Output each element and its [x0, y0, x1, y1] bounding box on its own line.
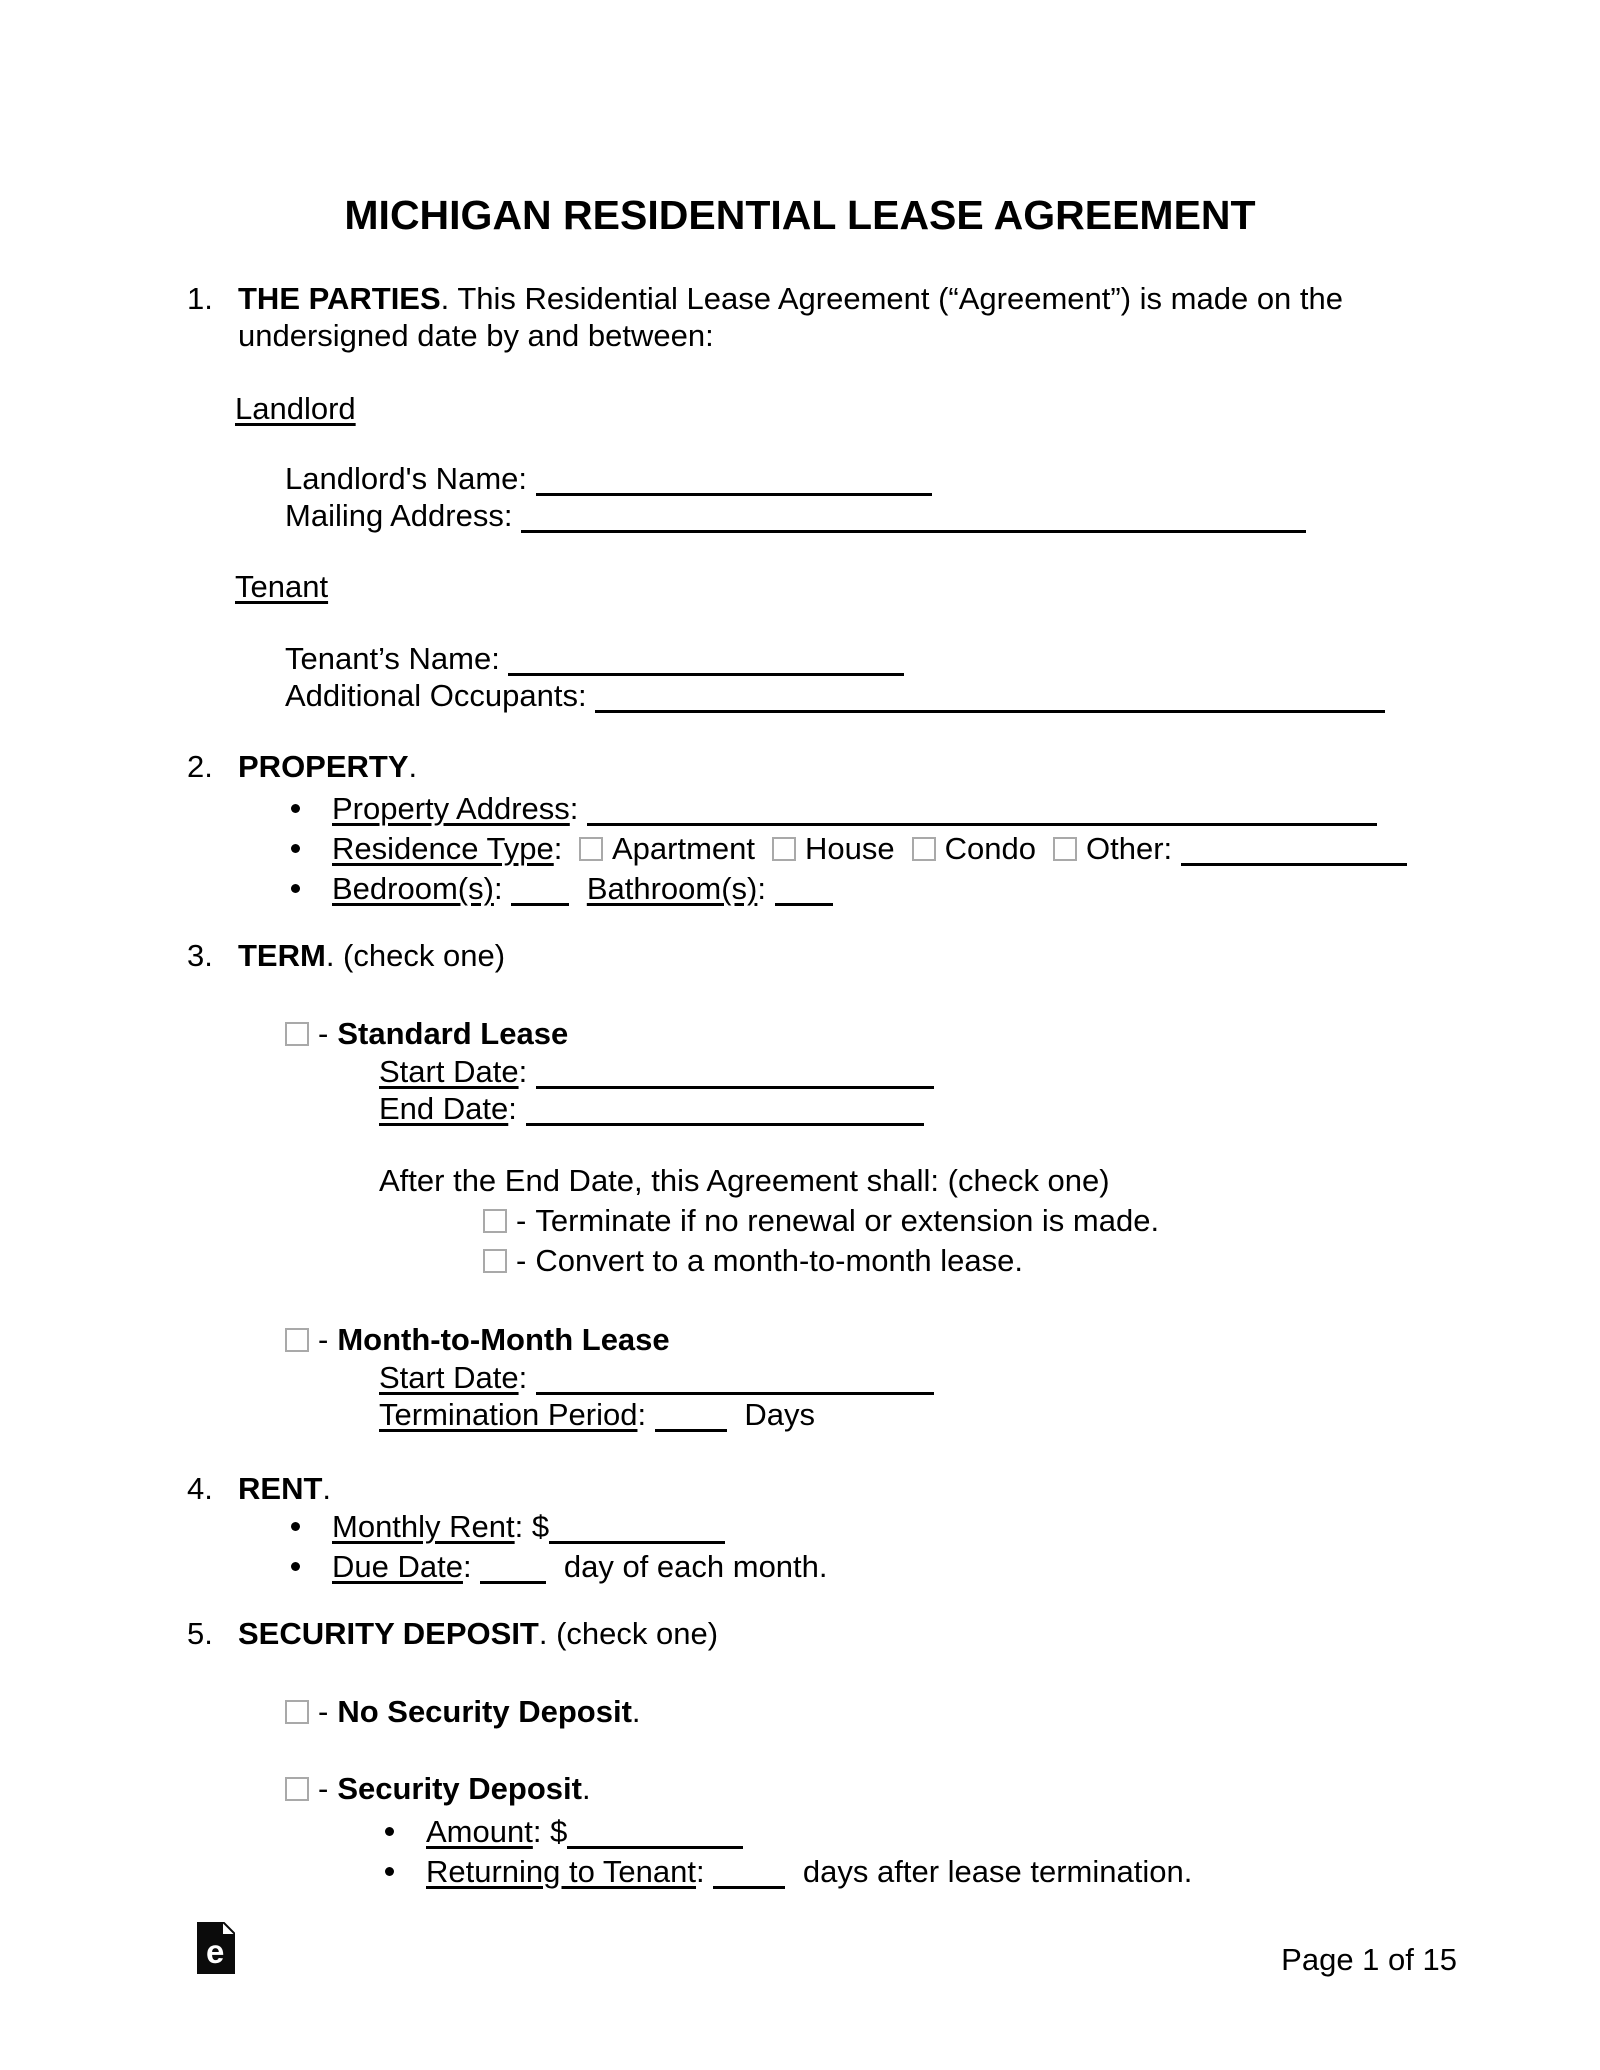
colon: : — [508, 1091, 517, 1126]
dash: - — [318, 1016, 329, 1051]
returning-to-tenant-label: Returning to Tenant — [426, 1854, 697, 1889]
dash: - — [318, 1322, 329, 1357]
colon: : — [569, 791, 579, 826]
termination-period-label: Termination Period — [379, 1397, 638, 1432]
no-security-deposit-label: No Security Deposit — [337, 1694, 632, 1729]
blank-landlord-name[interactable] — [536, 464, 932, 496]
checkbox-no-security-deposit[interactable] — [285, 1700, 309, 1724]
deposit-heading-suffix: . (check one) — [538, 1616, 719, 1651]
blank-standard-end-date[interactable] — [526, 1094, 924, 1126]
checkbox-condo[interactable] — [912, 837, 936, 861]
landlord-name-row — [187, 460, 1457, 497]
colon: : — [462, 1549, 472, 1584]
standard-start-date-row — [187, 1053, 1457, 1090]
section-parties — [187, 280, 1423, 354]
section-number: 4. — [187, 1471, 213, 1506]
colon: : — [518, 1054, 528, 1089]
blank-deposit-amount[interactable] — [567, 1817, 743, 1849]
month-to-month-row — [187, 1321, 1457, 1358]
standard-end-date-row — [187, 1090, 1457, 1127]
colon: : — [532, 1814, 542, 1849]
bedrooms-label: Bedroom(s) — [332, 871, 494, 906]
section-term — [187, 937, 1457, 974]
bullet-icon — [291, 844, 300, 853]
bullet-icon — [291, 804, 300, 813]
security-deposit-label: Security Deposit — [337, 1771, 582, 1806]
terminate-option-label: Terminate if no renewal or extension is made. — [535, 1203, 1160, 1238]
blank-due-date[interactable] — [480, 1552, 546, 1584]
mailing-address-label: Mailing Address: — [285, 498, 513, 533]
checkbox-apartment[interactable] — [579, 837, 603, 861]
blank-property-address[interactable] — [587, 794, 1377, 826]
terminate-option-row — [187, 1201, 1457, 1241]
after-end-date-text: After the End Date, this Agreement shall: (check one) — [379, 1163, 1110, 1198]
tenant-name-label: Tenant’s Name: — [285, 641, 500, 676]
after-end-date-row — [187, 1162, 1457, 1199]
checkbox-other[interactable] — [1053, 837, 1077, 861]
amount-label: Amount — [426, 1814, 533, 1849]
month-to-month-label: Month-to-Month Lease — [337, 1322, 670, 1357]
bullet-icon — [385, 1867, 394, 1876]
dash: - — [516, 1243, 527, 1278]
checkbox-convert-month-to-month[interactable] — [483, 1249, 507, 1273]
dollar-sign: $ — [531, 1509, 550, 1544]
returning-to-tenant-row — [187, 1852, 1457, 1892]
dash: - — [318, 1771, 329, 1806]
blank-additional-occupants[interactable] — [595, 681, 1385, 713]
document-title: MICHIGAN RESIDENTIAL LEASE AGREEMENT — [344, 192, 1256, 238]
blank-returning-days[interactable] — [713, 1857, 785, 1889]
checkbox-house[interactable] — [772, 837, 796, 861]
colon: : — [696, 1854, 705, 1889]
rent-bullets — [187, 1507, 1457, 1587]
landlord-heading-row — [187, 390, 1457, 427]
monthly-rent-label: Monthly Rent — [332, 1509, 515, 1544]
returning-suffix: days after lease termination. — [802, 1854, 1193, 1889]
days-suffix: Days — [744, 1397, 815, 1432]
landlord-heading: Landlord — [235, 391, 356, 426]
end-date-label: End Date — [379, 1091, 509, 1126]
bullet-icon — [385, 1827, 394, 1836]
section-number: 1. — [187, 281, 213, 316]
section-heading-term: TERM — [238, 938, 326, 973]
eforms-logo-letter: e — [206, 1933, 225, 1970]
section-number: 2. — [187, 749, 213, 784]
due-date-suffix: day of each month. — [563, 1549, 828, 1584]
section-number: 3. — [187, 938, 213, 973]
colon: : — [757, 871, 766, 906]
tenant-heading: Tenant — [235, 569, 329, 604]
section-heading-security-deposit: SECURITY DEPOSIT — [238, 1616, 539, 1651]
colon: : — [553, 831, 563, 866]
due-date-row — [187, 1547, 1457, 1587]
bedrooms-bathrooms-row — [187, 869, 1457, 909]
term-heading-suffix: . (check one) — [325, 938, 506, 973]
checkbox-security-deposit[interactable] — [285, 1777, 309, 1801]
section-heading-rent: RENT — [238, 1471, 323, 1506]
tenant-heading-row — [187, 568, 1457, 605]
convert-option-label: Convert to a month-to-month lease. — [535, 1243, 1023, 1278]
start-date-label: Start Date — [379, 1360, 519, 1395]
standard-lease-row — [187, 1015, 1457, 1052]
dash: - — [516, 1203, 527, 1238]
bullet-icon — [291, 1562, 300, 1571]
eforms-logo-icon — [197, 1922, 235, 1982]
residence-option-house: House — [805, 831, 895, 866]
bullet-icon — [291, 884, 300, 893]
deposit-bullets — [187, 1812, 1457, 1892]
colon: : — [637, 1397, 647, 1432]
section-rent — [187, 1470, 1457, 1507]
property-bullets — [187, 789, 1457, 909]
bullet-icon — [291, 1522, 300, 1531]
landlord-mailing-row — [187, 497, 1457, 534]
property-address-row — [187, 789, 1457, 829]
blank-bathrooms[interactable] — [775, 874, 833, 906]
termination-period-row — [187, 1396, 1457, 1433]
checkbox-terminate[interactable] — [483, 1209, 507, 1233]
tenant-name-row — [187, 640, 1457, 677]
standard-lease-label: Standard Lease — [337, 1016, 569, 1051]
dash: - — [318, 1694, 329, 1729]
blank-mtm-start-date[interactable] — [536, 1363, 934, 1395]
document-body — [187, 280, 1457, 1892]
period: . — [631, 1694, 641, 1729]
blank-standard-start-date[interactable] — [536, 1057, 934, 1089]
colon: : — [493, 871, 503, 906]
additional-occupants-row — [187, 677, 1457, 714]
start-date-label: Start Date — [379, 1054, 519, 1089]
section-security-deposit — [187, 1615, 1457, 1652]
blank-other[interactable] — [1181, 834, 1407, 866]
property-address-label: Property Address — [332, 791, 570, 826]
colon: : — [514, 1509, 524, 1544]
residence-type-row — [187, 829, 1457, 869]
no-security-deposit-row — [187, 1693, 1457, 1730]
residence-option-apartment: Apartment — [612, 831, 756, 866]
page-number-label: Page 1 of 15 — [1281, 1942, 1457, 1977]
monthly-rent-row — [187, 1507, 1457, 1547]
due-date-label: Due Date — [332, 1549, 463, 1584]
period: . — [581, 1771, 591, 1806]
security-deposit-row — [187, 1770, 1457, 1807]
residence-type-label: Residence Type — [332, 831, 554, 866]
blank-bedrooms[interactable] — [511, 874, 569, 906]
blank-termination-period[interactable] — [655, 1400, 727, 1432]
colon: : — [518, 1360, 528, 1395]
section-property — [187, 748, 1457, 785]
dollar-sign: $ — [550, 1814, 568, 1849]
section-heading-property: PROPERTY — [238, 749, 409, 784]
rent-heading-suffix: . — [322, 1471, 332, 1506]
property-heading-suffix: . — [408, 749, 418, 784]
landlord-name-label: Landlord's Name: — [285, 461, 527, 496]
checkbox-standard-lease[interactable] — [285, 1022, 309, 1046]
checkbox-month-to-month-lease[interactable] — [285, 1328, 309, 1352]
mtm-start-date-row — [187, 1359, 1457, 1396]
blank-mailing-address[interactable] — [521, 501, 1306, 533]
residence-option-other-label: Other: — [1085, 831, 1173, 866]
section-heading-parties: THE PARTIES — [238, 281, 441, 316]
section-number: 5. — [187, 1616, 213, 1651]
bathrooms-label: Bathroom(s) — [586, 871, 758, 906]
additional-occupants-label: Additional Occupants: — [285, 678, 587, 713]
deposit-amount-row — [187, 1812, 1457, 1852]
convert-option-row — [187, 1241, 1457, 1281]
residence-option-condo: Condo — [944, 831, 1036, 866]
parties-intro-text: . This Residential Lease Agreement (“Agreement”) is made on the undersigned date by and between: — [238, 281, 1344, 353]
blank-monthly-rent[interactable] — [549, 1512, 725, 1544]
blank-tenant-name[interactable] — [508, 644, 904, 676]
